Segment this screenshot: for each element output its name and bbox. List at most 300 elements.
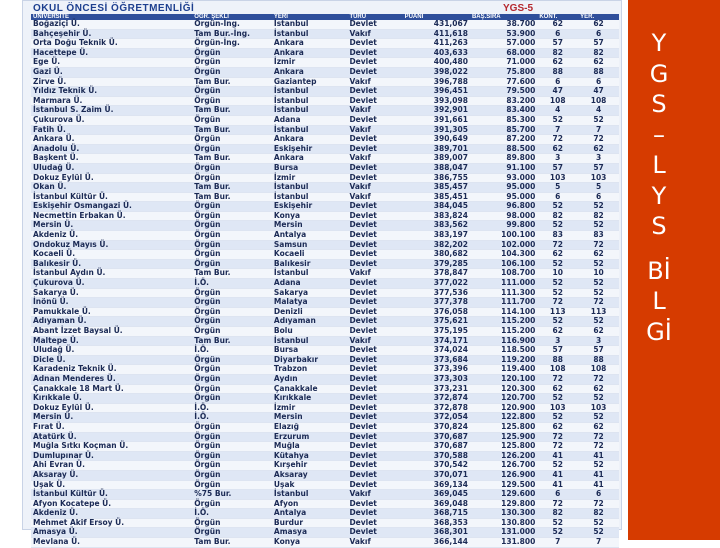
education-type-cell: Örgün xyxy=(192,202,272,212)
type-cell: Vakıf xyxy=(347,538,402,548)
placed-cell: 62 xyxy=(578,384,619,394)
table-row xyxy=(31,250,619,260)
table-row xyxy=(31,115,619,125)
rank-cell: 100.100 xyxy=(470,231,537,241)
rank-cell: 120.100 xyxy=(470,374,537,384)
score-cell: 374,024 xyxy=(403,346,470,356)
placed-cell: 6 xyxy=(578,192,619,202)
side-banner-letter: Gİ xyxy=(646,317,672,346)
rank-cell: 96.800 xyxy=(470,202,537,212)
type-cell: Devlet xyxy=(347,384,402,394)
university-cell: Marmara Ü. xyxy=(31,96,192,106)
university-cell: İstanbul Aydın Ü. xyxy=(31,269,192,279)
placed-cell: 57 xyxy=(578,163,619,173)
placed-cell: 52 xyxy=(578,413,619,423)
university-cell: Ankara Ü. xyxy=(31,135,192,145)
rank-cell: 91.100 xyxy=(470,163,537,173)
rank-cell: 130.300 xyxy=(470,509,537,519)
quota-cell: 52 xyxy=(537,317,578,327)
quota-cell: 41 xyxy=(537,451,578,461)
sheet-title: OKUL ÖNCESİ ÖĞRETMENLİĞİ xyxy=(33,3,195,14)
education-type-cell: Örgün xyxy=(192,250,272,260)
city-cell: Adana xyxy=(272,279,348,289)
table-row xyxy=(31,154,619,164)
rank-cell: 77.600 xyxy=(470,77,537,87)
education-type-cell: Tam Bur. xyxy=(192,77,272,87)
type-cell: Devlet xyxy=(347,211,402,221)
placed-cell: 6 xyxy=(578,29,619,39)
quota-cell: 62 xyxy=(537,422,578,432)
university-cell: Kocaeli Ü. xyxy=(31,250,192,260)
education-type-cell: Örgün xyxy=(192,355,272,365)
education-type-cell: Örgün xyxy=(192,115,272,125)
university-cell: Bahçeşehir Ü. xyxy=(31,29,192,39)
score-cell: 375,621 xyxy=(403,317,470,327)
university-cell: Akdeniz Ü. xyxy=(31,231,192,241)
score-sheet xyxy=(22,0,622,547)
rank-cell: 93.000 xyxy=(470,173,537,183)
col-city: YERİ xyxy=(272,14,348,20)
score-cell: 382,202 xyxy=(403,240,470,250)
score-cell: 393,098 xyxy=(403,96,470,106)
quota-cell: 52 xyxy=(537,221,578,231)
side-banner-letter: L xyxy=(652,287,666,315)
score-cell: 370,687 xyxy=(403,432,470,442)
university-cell: Aksaray Ü. xyxy=(31,470,192,480)
placed-cell: 103 xyxy=(578,403,619,413)
quota-cell: 3 xyxy=(537,154,578,164)
city-cell: Ankara xyxy=(272,135,348,145)
col-placed: YER. xyxy=(578,14,619,20)
score-cell: 383,197 xyxy=(403,231,470,241)
type-cell: Devlet xyxy=(347,518,402,528)
city-cell: Muğla xyxy=(272,442,348,452)
quota-cell: 52 xyxy=(537,518,578,528)
side-banner-text xyxy=(628,28,690,347)
score-cell: 377,022 xyxy=(403,279,470,289)
quota-cell: 52 xyxy=(537,413,578,423)
city-cell: Trabzon xyxy=(272,365,348,375)
university-cell: Karadeniz Teknik Ü. xyxy=(31,365,192,375)
table-row xyxy=(31,422,619,432)
quota-cell: 7 xyxy=(537,538,578,548)
placed-cell: 41 xyxy=(578,470,619,480)
rank-cell: 71.000 xyxy=(470,58,537,68)
city-cell: Antalya xyxy=(272,509,348,519)
rank-cell: 125.800 xyxy=(470,442,537,452)
quota-cell: 62 xyxy=(537,144,578,154)
university-cell: Sakarya Ü. xyxy=(31,288,192,298)
university-cell: Başkent Ü. xyxy=(31,154,192,164)
education-type-cell: Tam Bur. xyxy=(192,192,272,202)
placed-cell: 41 xyxy=(578,480,619,490)
education-type-cell: Örgün xyxy=(192,432,272,442)
table-row xyxy=(31,470,619,480)
education-type-cell: Örgün xyxy=(192,499,272,509)
type-cell: Devlet xyxy=(347,135,402,145)
quota-cell: 4 xyxy=(537,106,578,116)
quota-cell: 52 xyxy=(537,528,578,538)
placed-cell: 82 xyxy=(578,48,619,58)
placed-cell: 82 xyxy=(578,211,619,221)
university-cell: Boğaziçi Ü. xyxy=(31,20,192,29)
rank-cell: 111.700 xyxy=(470,298,537,308)
col-rank: BAŞ.SIRA xyxy=(470,14,537,20)
rank-cell: 53.900 xyxy=(470,29,537,39)
type-cell: Vakıf xyxy=(347,29,402,39)
education-type-cell: Örgün xyxy=(192,231,272,241)
university-cell: İstanbul Kültür Ü. xyxy=(31,192,192,202)
city-cell: Bursa xyxy=(272,163,348,173)
rank-cell: 79.500 xyxy=(470,87,537,97)
education-type-cell: Tam Bur. xyxy=(192,269,272,279)
university-cell: Kırıkkale Ü. xyxy=(31,394,192,404)
education-type-cell: Örgün xyxy=(192,480,272,490)
university-cell: Ege Ü. xyxy=(31,58,192,68)
table-row xyxy=(31,538,619,548)
city-cell: Balıkesir xyxy=(272,259,348,269)
university-cell: Dicle Ü. xyxy=(31,355,192,365)
type-cell: Vakıf xyxy=(347,490,402,500)
type-cell: Devlet xyxy=(347,394,402,404)
type-cell: Devlet xyxy=(347,355,402,365)
type-cell: Devlet xyxy=(347,317,402,327)
city-cell: İzmir xyxy=(272,58,348,68)
university-cell: Adıyaman Ü. xyxy=(31,317,192,327)
placed-cell: 72 xyxy=(578,135,619,145)
university-cell: Atatürk Ü. xyxy=(31,432,192,442)
score-cell: 368,301 xyxy=(403,528,470,538)
city-cell: İstanbul xyxy=(272,269,348,279)
quota-cell: 103 xyxy=(537,403,578,413)
university-cell: Mersin Ü. xyxy=(31,413,192,423)
rank-cell: 104.300 xyxy=(470,250,537,260)
table-body xyxy=(31,20,619,547)
rank-cell: 115.200 xyxy=(470,317,537,327)
score-cell: 391,661 xyxy=(403,115,470,125)
placed-cell: 3 xyxy=(578,336,619,346)
education-type-cell: Örgün xyxy=(192,374,272,384)
education-type-cell: Örgün xyxy=(192,144,272,154)
university-cell: Necmettin Erbakan Ü. xyxy=(31,211,192,221)
university-cell: Muğla Sıtkı Koçman Ü. xyxy=(31,442,192,452)
placed-cell: 52 xyxy=(578,518,619,528)
rank-cell: 129.800 xyxy=(470,499,537,509)
rank-cell: 106.100 xyxy=(470,259,537,269)
score-cell: 376,058 xyxy=(403,307,470,317)
score-cell: 379,285 xyxy=(403,259,470,269)
table-row xyxy=(31,39,619,49)
city-cell: Adana xyxy=(272,115,348,125)
city-cell: İstanbul xyxy=(272,192,348,202)
rank-cell: 88.500 xyxy=(470,144,537,154)
city-cell: Ankara xyxy=(272,39,348,49)
university-cell: Maltepe Ü. xyxy=(31,336,192,346)
rank-cell: 75.800 xyxy=(470,67,537,77)
city-cell: Kırşehir xyxy=(272,461,348,471)
type-cell: Devlet xyxy=(347,499,402,509)
city-cell: Ankara xyxy=(272,154,348,164)
rank-cell: 111.000 xyxy=(470,279,537,289)
placed-cell: 72 xyxy=(578,240,619,250)
score-cell: 370,687 xyxy=(403,442,470,452)
quota-cell: 57 xyxy=(537,346,578,356)
placed-cell: 52 xyxy=(578,394,619,404)
quota-cell: 52 xyxy=(537,259,578,269)
placed-cell: 82 xyxy=(578,509,619,519)
education-type-cell: Örgün xyxy=(192,163,272,173)
placed-cell: 62 xyxy=(578,422,619,432)
city-cell: Aksaray xyxy=(272,470,348,480)
score-cell: 411,618 xyxy=(403,29,470,39)
education-type-cell: Örgün xyxy=(192,442,272,452)
city-cell: Kütahya xyxy=(272,451,348,461)
placed-cell: 88 xyxy=(578,67,619,77)
university-cell: Mehmet Akif Ersoy Ü. xyxy=(31,518,192,528)
score-cell: 396,451 xyxy=(403,87,470,97)
table-row xyxy=(31,20,619,29)
rank-cell: 95.000 xyxy=(470,183,537,193)
score-cell: 377,536 xyxy=(403,288,470,298)
education-type-cell: Örgün xyxy=(192,173,272,183)
type-cell: Devlet xyxy=(347,451,402,461)
rank-cell: 102.000 xyxy=(470,240,537,250)
score-cell: 398,022 xyxy=(403,67,470,77)
university-cell: Çanakkale 18 Mart Ü. xyxy=(31,384,192,394)
type-cell: Devlet xyxy=(347,480,402,490)
table-row xyxy=(31,202,619,212)
score-cell: 431,067 xyxy=(403,20,470,29)
quota-cell: 6 xyxy=(537,192,578,202)
score-cell: 385,457 xyxy=(403,183,470,193)
type-cell: Devlet xyxy=(347,259,402,269)
type-cell: Vakıf xyxy=(347,192,402,202)
table-row xyxy=(31,327,619,337)
university-cell: Çukurova Ü. xyxy=(31,115,192,125)
rank-cell: 85.700 xyxy=(470,125,537,135)
city-cell: Elazığ xyxy=(272,422,348,432)
city-cell: Bolu xyxy=(272,327,348,337)
rank-cell: 83.400 xyxy=(470,106,537,116)
side-banner-letter: – xyxy=(653,120,665,149)
university-cell: Uludağ Ü. xyxy=(31,346,192,356)
education-type-cell: Örgün xyxy=(192,451,272,461)
score-cell: 373,303 xyxy=(403,374,470,384)
rank-cell: 118.500 xyxy=(470,346,537,356)
city-cell: İstanbul xyxy=(272,20,348,29)
score-cell: 372,878 xyxy=(403,403,470,413)
table-row xyxy=(31,461,619,471)
rank-cell: 119.200 xyxy=(470,355,537,365)
city-cell: İzmir xyxy=(272,403,348,413)
score-cell: 373,231 xyxy=(403,384,470,394)
placed-cell: 52 xyxy=(578,115,619,125)
rank-cell: 125.800 xyxy=(470,422,537,432)
university-cell: Pamukkale Ü. xyxy=(31,307,192,317)
university-cell: Hacettepe Ü. xyxy=(31,48,192,58)
education-type-cell: Tam Bur. xyxy=(192,125,272,135)
quota-cell: 7 xyxy=(537,125,578,135)
rank-cell: 125.900 xyxy=(470,432,537,442)
rank-cell: 89.800 xyxy=(470,154,537,164)
rank-cell: 108.700 xyxy=(470,269,537,279)
type-cell: Vakıf xyxy=(347,269,402,279)
type-cell: Devlet xyxy=(347,403,402,413)
city-cell: İzmir xyxy=(272,173,348,183)
type-cell: Vakıf xyxy=(347,154,402,164)
rank-cell: 99.800 xyxy=(470,221,537,231)
city-cell: İstanbul xyxy=(272,106,348,116)
education-type-cell: İ.Ö. xyxy=(192,509,272,519)
score-cell: 373,396 xyxy=(403,365,470,375)
city-cell: İstanbul xyxy=(272,183,348,193)
type-cell: Vakıf xyxy=(347,125,402,135)
city-cell: Eskişehir xyxy=(272,202,348,212)
placed-cell: 3 xyxy=(578,154,619,164)
rank-cell: 129.500 xyxy=(470,480,537,490)
quota-cell: 41 xyxy=(537,470,578,480)
city-cell: Samsun xyxy=(272,240,348,250)
university-cell: Ondokuz Mayıs Ü. xyxy=(31,240,192,250)
table-row xyxy=(31,346,619,356)
score-cell: 369,045 xyxy=(403,490,470,500)
side-banner xyxy=(628,0,720,540)
city-cell: Kırıkkale xyxy=(272,394,348,404)
type-cell: Devlet xyxy=(347,307,402,317)
score-cell: 390,649 xyxy=(403,135,470,145)
rank-cell: 126.200 xyxy=(470,451,537,461)
table-row xyxy=(31,231,619,241)
education-type-cell: %75 Bur. xyxy=(192,490,272,500)
city-cell: İstanbul xyxy=(272,87,348,97)
quota-cell: 5 xyxy=(537,183,578,193)
education-type-cell: Örgün xyxy=(192,67,272,77)
score-cell: 389,701 xyxy=(403,144,470,154)
side-banner-letter: L xyxy=(652,151,666,179)
education-type-cell: Tam Bur. xyxy=(192,106,272,116)
university-cell: Dokuz Eylül Ü. xyxy=(31,173,192,183)
type-cell: Devlet xyxy=(347,67,402,77)
table-row xyxy=(31,279,619,289)
side-banner-letter: Y xyxy=(651,29,667,57)
score-cell: 392,901 xyxy=(403,106,470,116)
type-cell: Devlet xyxy=(347,231,402,241)
city-cell: Antalya xyxy=(272,231,348,241)
rank-cell: 130.800 xyxy=(470,518,537,528)
quota-cell: 52 xyxy=(537,288,578,298)
university-cell: Afyon Kocatepe Ü. xyxy=(31,499,192,509)
quota-cell: 6 xyxy=(537,490,578,500)
placed-cell: 4 xyxy=(578,106,619,116)
quota-cell: 10 xyxy=(537,269,578,279)
rank-cell: 83.200 xyxy=(470,96,537,106)
col-education-type: ÖĞR. ŞEKLİ xyxy=(192,14,272,20)
quota-cell: 82 xyxy=(537,211,578,221)
table-row xyxy=(31,183,619,193)
score-cell: 388,047 xyxy=(403,163,470,173)
rank-cell: 120.700 xyxy=(470,394,537,404)
placed-cell: 10 xyxy=(578,269,619,279)
university-cell: Dumlupınar Ü. xyxy=(31,451,192,461)
placed-cell: 103 xyxy=(578,173,619,183)
quota-cell: 72 xyxy=(537,499,578,509)
score-cell: 400,480 xyxy=(403,58,470,68)
quota-cell: 52 xyxy=(537,461,578,471)
education-type-cell: Örgün-İng. xyxy=(192,20,272,29)
type-cell: Devlet xyxy=(347,288,402,298)
placed-cell: 88 xyxy=(578,355,619,365)
score-cell: 391,305 xyxy=(403,125,470,135)
city-cell: Sakarya xyxy=(272,288,348,298)
score-cell: 374,171 xyxy=(403,336,470,346)
university-cell: Dokuz Eylül Ü. xyxy=(31,403,192,413)
placed-cell: 6 xyxy=(578,490,619,500)
quota-cell: 72 xyxy=(537,374,578,384)
placed-cell: 113 xyxy=(578,307,619,317)
score-cell: 366,144 xyxy=(403,538,470,548)
rank-cell: 38.700 xyxy=(470,20,537,29)
city-cell: Afyon xyxy=(272,499,348,509)
education-type-cell: Örgün xyxy=(192,470,272,480)
table-row xyxy=(31,67,619,77)
score-cell: 383,562 xyxy=(403,221,470,231)
city-cell: Amasya xyxy=(272,528,348,538)
university-cell: Okan Ü. xyxy=(31,183,192,193)
table-row xyxy=(31,490,619,500)
type-cell: Devlet xyxy=(347,528,402,538)
university-cell: Yıldız Teknik Ü. xyxy=(31,87,192,97)
quota-cell: 62 xyxy=(537,58,578,68)
quota-cell: 82 xyxy=(537,48,578,58)
quota-cell: 108 xyxy=(537,96,578,106)
type-cell: Devlet xyxy=(347,346,402,356)
placed-cell: 57 xyxy=(578,346,619,356)
side-banner-letter: Y xyxy=(651,181,667,210)
city-cell: Ankara xyxy=(272,48,348,58)
exam-label: YGS-5 xyxy=(503,3,534,14)
placed-cell: 52 xyxy=(578,288,619,298)
score-cell: 386,755 xyxy=(403,173,470,183)
placed-cell: 62 xyxy=(578,20,619,29)
placed-cell: 7 xyxy=(578,125,619,135)
type-cell: Devlet xyxy=(347,96,402,106)
quota-cell: 62 xyxy=(537,250,578,260)
quota-cell: 3 xyxy=(537,336,578,346)
col-score: PUANI xyxy=(403,14,470,20)
type-cell: Devlet xyxy=(347,48,402,58)
education-type-cell: Örgün xyxy=(192,221,272,231)
city-cell: Aydın xyxy=(272,374,348,384)
type-cell: Devlet xyxy=(347,422,402,432)
score-cell: 369,134 xyxy=(403,480,470,490)
university-cell: Amasya Ü. xyxy=(31,528,192,538)
rank-cell: 111.300 xyxy=(470,288,537,298)
placed-cell: 108 xyxy=(578,96,619,106)
table-row xyxy=(31,413,619,423)
score-cell: 372,054 xyxy=(403,413,470,423)
quota-cell: 72 xyxy=(537,240,578,250)
type-cell: Devlet xyxy=(347,374,402,384)
city-cell: Bursa xyxy=(272,346,348,356)
type-cell: Devlet xyxy=(347,144,402,154)
placed-cell: 62 xyxy=(578,144,619,154)
education-type-cell: Tam Bur. xyxy=(192,154,272,164)
table-row xyxy=(31,374,619,384)
type-cell: Devlet xyxy=(347,87,402,97)
university-cell: Mersin Ü. xyxy=(31,221,192,231)
university-cell: Zirve Ü. xyxy=(31,77,192,87)
rank-cell: 129.600 xyxy=(470,490,537,500)
